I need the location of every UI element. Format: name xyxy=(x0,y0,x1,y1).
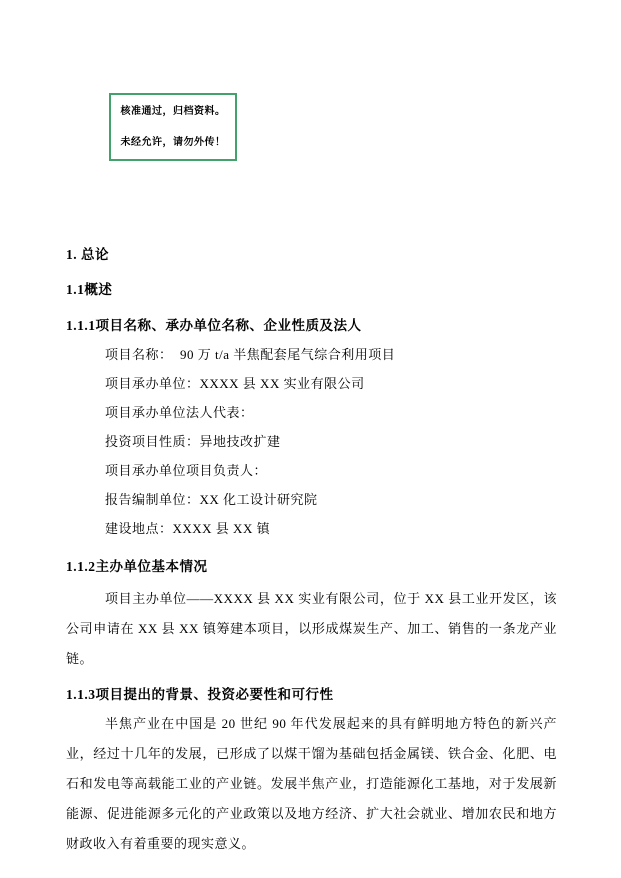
paragraph-sponsor-info: 项目主办单位——XXXX 县 XX 实业有限公司，位于 XX 县工业开发区，该公司申请在 XX 县 XX 镇筹建本项目，以形成煤炭生产、加工、销售的一条龙产业链。 xyxy=(66,591,557,666)
heading-1-1-summary: 1.1概述 xyxy=(66,282,113,297)
field-project-nature: 投资项目性质：异地技改扩建 xyxy=(105,434,281,449)
paragraph-background: 半焦产业在中国是 20 世纪 90 年代发展起来的具有鲜明地方特色的新兴产业，经过十几年的发展，已形成了以煤干馏为基础包括金属镁、铁合金、化肥、电石和发电等高载能工业的产业链。发展半焦产业，打造能源化工基地，对于发展新能源、促进能源多元化的产业政策以及地方经济、扩大社会就业、增加农民和地方财政收入有着重要的现实意义。 xyxy=(66,716,557,851)
field-project-manager: 项目承办单位项目负责人： xyxy=(105,463,268,478)
heading-1-1-2-sponsor-basic-info: 1.1.2主办单位基本情况 xyxy=(66,559,208,574)
heading-1-1-1-project-names: 1.1.1项目名称、承办单位名称、企业性质及法人 xyxy=(66,318,362,333)
project-info-fields xyxy=(66,348,557,536)
field-legal-representative: 项目承办单位法人代表： xyxy=(105,405,254,420)
approval-stamp-box xyxy=(109,93,237,161)
stamp-line-2: 未经允许，请勿外传！ xyxy=(120,137,226,148)
heading-1-overview: 1. 总论 xyxy=(66,247,109,262)
heading-1-1-3-background-necessity: 1.1.3项目提出的背景、投资必要性和可行性 xyxy=(66,687,334,702)
field-project-name: 项目名称： 90 万 t/a 半焦配套尾气综合利用项目 xyxy=(105,347,396,362)
field-report-compiler: 报告编制单位：XX 化工设计研究院 xyxy=(105,492,318,507)
stamp-line-1: 核准通过，归档资料。 xyxy=(120,106,226,117)
document-content xyxy=(66,241,557,859)
field-undertaking-unit: 项目承办单位：XXXX 县 XX 实业有限公司 xyxy=(105,376,365,391)
field-construction-site: 建设地点：XXXX 县 XX 镇 xyxy=(105,521,271,536)
